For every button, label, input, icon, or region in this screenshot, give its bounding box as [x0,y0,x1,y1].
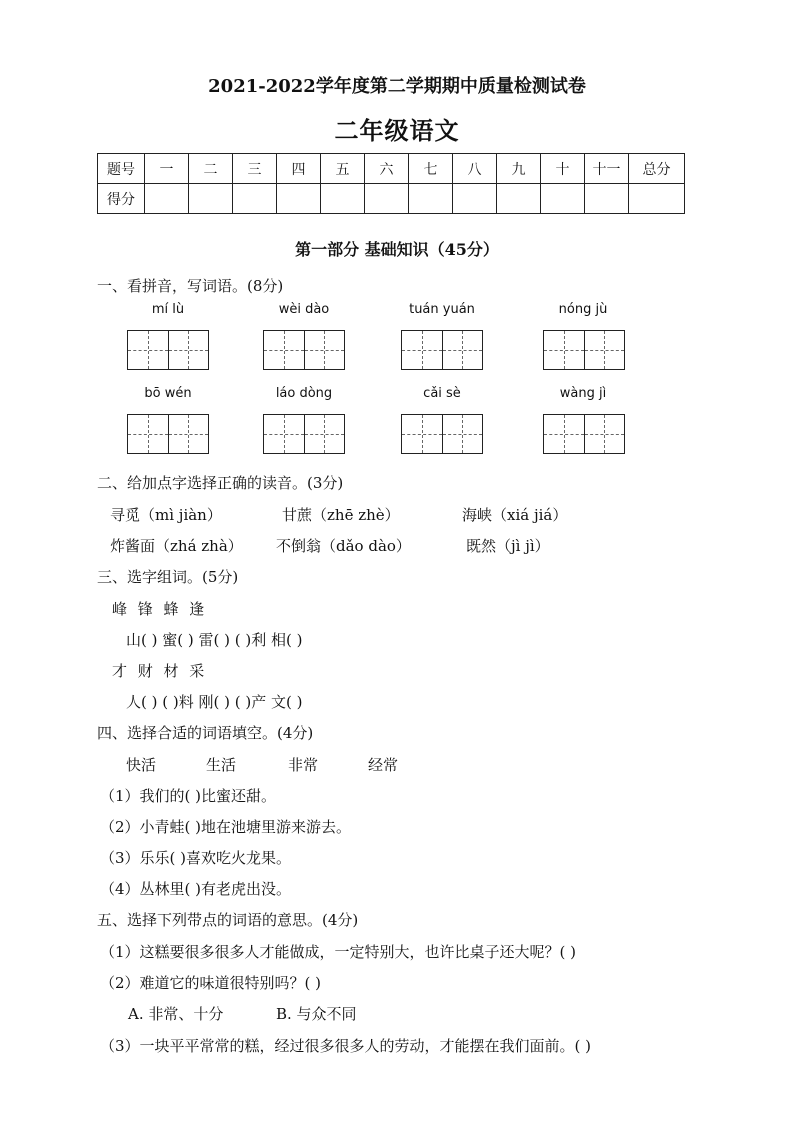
q5-option: B. 与众不同 [276,1005,357,1023]
writing-grid[interactable] [401,330,483,370]
score-input-cell[interactable] [233,184,277,214]
q4-item[interactable]: （4）丛林里( )有老虎出没。 [100,880,292,898]
q4-word: 快活 [126,756,157,774]
pinyin-label: wèi dào [278,302,330,317]
score-input-cell[interactable] [585,184,629,214]
q2-item[interactable]: 既然（jì jì） [466,537,550,555]
q3-title: 三、选字组词。(5分) [97,568,239,586]
writing-grid[interactable] [127,330,209,370]
q1-title: 一、看拼音，写词语。(8分) [97,277,284,295]
q4-item[interactable]: （2）小青蛙( )地在池塘里游来游去。 [100,818,352,836]
score-input-cell[interactable] [365,184,409,214]
q2-item[interactable]: 炸酱面（zhá zhà） [110,537,243,555]
writing-grid[interactable] [543,414,625,454]
score-input-cell[interactable] [189,184,233,214]
q5-option: A. 非常、十分 [128,1005,224,1023]
score-cell: 二 [189,154,233,184]
pinyin-label: bō wén [144,386,192,401]
score-cell: 一 [145,154,189,184]
score-input-cell[interactable] [629,184,685,214]
score-cell: 五 [321,154,365,184]
part1-title: 第一部分 基础知识（45分） [295,240,499,259]
score-input-cell[interactable] [497,184,541,214]
writing-grid[interactable] [543,330,625,370]
score-input-cell[interactable] [453,184,497,214]
score-cell: 题号 [98,154,145,184]
q5-item[interactable]: （1）这糕要很多很多人才能做成，一定特别大，也许比桌子还大呢？( ) [100,943,577,961]
score-cell: 得分 [98,184,145,214]
q5-title: 五、选择下列带点的词语的意思。(4分) [97,911,359,929]
exam-title: 2021-2022学年度第二学期期中质量检测试卷 [208,76,586,97]
q4-word: 生活 [206,756,237,774]
score-input-cell[interactable] [541,184,585,214]
score-input-cell[interactable] [409,184,453,214]
q4-word: 非常 [288,756,319,774]
pinyin-label: wàng jì [559,386,607,401]
score-table-score-row [98,184,685,214]
q3-fill-line[interactable]: 人( ) ( )料 刚( ) ( )产 文( ) [126,693,303,711]
pinyin-label: nóng jù [558,302,608,317]
q5-item[interactable]: （2）难道它的味道很特别吗？( ) [100,974,322,992]
score-cell: 三 [233,154,277,184]
exam-subtitle: 二年级语文 [334,116,460,145]
score-cell: 四 [277,154,321,184]
q4-item[interactable]: （1）我们的( )比蜜还甜。 [100,787,277,805]
q3-fill-line[interactable]: 山( ) 蜜( ) 雷( ) ( )利 相( ) [126,631,303,649]
q5-item[interactable]: （3）一块平平常常的糕，经过很多很多人的劳动，才能摆在我们面前。( ) [100,1037,592,1055]
q4-word: 经常 [368,756,399,774]
q4-item[interactable]: （3）乐乐( )喜欢吃火龙果。 [100,849,292,867]
pinyin-label: tuán yuán [409,302,475,317]
score-cell: 九 [497,154,541,184]
score-input-cell[interactable] [321,184,365,214]
score-input-cell[interactable] [277,184,321,214]
score-cell: 八 [453,154,497,184]
q3-char-set: 才 财 材 采 [112,662,208,680]
writing-grid[interactable] [127,414,209,454]
score-cell: 十 [541,154,585,184]
q4-title: 四、选择合适的词语填空。(4分) [97,724,314,742]
score-table-header-row [98,154,685,184]
pinyin-label: mí lù [151,302,185,317]
q2-item[interactable]: 不倒翁（dǎo dào） [276,537,411,555]
score-table [97,153,685,214]
q2-item[interactable]: 甘蔗（zhē zhè） [282,506,400,524]
q2-title: 二、给加点字选择正确的读音。(3分) [97,474,344,492]
q2-item[interactable]: 海峡（xiá jiá） [462,506,568,524]
writing-grid[interactable] [263,330,345,370]
score-cell: 十一 [585,154,629,184]
score-input-cell[interactable] [145,184,189,214]
q3-char-set: 峰 锋 蜂 逢 [112,600,208,618]
pinyin-label: láo dòng [275,386,333,401]
pinyin-label: cǎi sè [423,386,461,401]
score-cell: 六 [365,154,409,184]
writing-grid[interactable] [263,414,345,454]
q2-item[interactable]: 寻觅（mì jiàn） [110,506,222,524]
score-cell: 七 [409,154,453,184]
writing-grid[interactable] [401,414,483,454]
score-cell: 总分 [629,154,685,184]
